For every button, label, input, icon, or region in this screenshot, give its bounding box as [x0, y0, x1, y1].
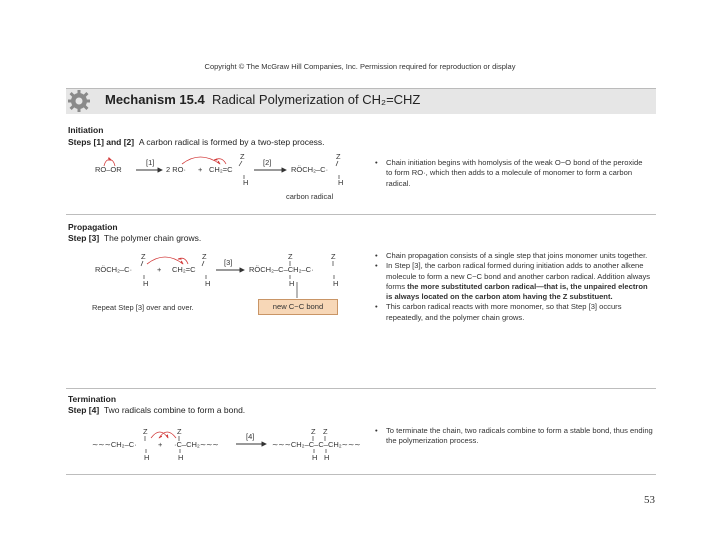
- propagation-heading: Propagation: [68, 222, 118, 232]
- termination-product-z2: Z: [323, 427, 328, 436]
- propagation-product-h2: H: [333, 279, 339, 288]
- termination-reactant-right: ·C–CH₂∼∼∼: [174, 440, 219, 449]
- initiation-product-h: H: [338, 178, 344, 187]
- initiation-product-z: Z: [336, 152, 341, 161]
- termination-right-h: H: [178, 453, 184, 462]
- curved-electron-arrow: [182, 157, 220, 164]
- copyright-notice: Copyright © The McGraw Hill Companies, Inc. Permission required for reproduction or display: [204, 62, 516, 71]
- bullet-bold-text: the more substituted carbon radical—that is, the unpaired electron is always located on the carbon atom having the Z substituent.: [386, 281, 648, 302]
- propagation-product-z2: Z: [331, 252, 336, 261]
- initiation-monomer-h: H: [243, 178, 249, 187]
- page-number: 53: [644, 494, 655, 506]
- termination-product-z1: Z: [311, 427, 316, 436]
- propagation-step-label: Step [3]: [68, 233, 100, 243]
- propagation-monomer-h: H: [205, 279, 211, 288]
- termination-plus: +: [158, 440, 163, 449]
- termination-step-label: Step [4]: [68, 405, 100, 415]
- initiation-arrow1-label: [1]: [146, 158, 155, 167]
- termination-product-h1: H: [312, 453, 318, 462]
- propagation-reactant-h: H: [143, 279, 149, 288]
- bullet-item: • To terminate the chain, two radicals combine to form a stable bond, thus ending the polymerization process.: [375, 426, 653, 447]
- propagation-monomer-z: Z: [202, 252, 207, 261]
- termination-step-text: Two radicals combine to form a bond.: [103, 405, 246, 415]
- propagation-product-z1: Z: [288, 252, 293, 261]
- bond-line: [239, 161, 242, 166]
- curved-electron-arrow: [104, 160, 111, 166]
- initiation-monomer: CH₂=C: [209, 165, 233, 174]
- termination-heading: Termination: [68, 394, 117, 404]
- mechanism-description: Radical Polymerization of CH₂=CHZ: [211, 92, 421, 107]
- initiation-step-text: A carbon radical is formed by a two-step process.: [138, 137, 325, 147]
- termination-left-h: H: [144, 453, 150, 462]
- mechanism-label: Mechanism 15.4: [105, 92, 205, 107]
- bullet-item: • Chain initiation begins with homolysis of the weak O−O bond of the peroxide to form RO·, which then adds to a molecule of monomer to form a carbon radical.: [375, 158, 650, 189]
- initiation-step-label: Steps [1] and [2]: [68, 137, 135, 147]
- termination-right-z: Z: [177, 427, 182, 436]
- bond-line: [141, 261, 143, 266]
- repeat-step-text: Repeat Step [3] over and over.: [92, 303, 194, 312]
- new-bond-label-box: new C−C bond: [258, 299, 338, 315]
- curved-electron-arrow: [108, 160, 115, 166]
- termination-left-z: Z: [143, 427, 148, 436]
- termination-product: ∼∼∼CH₂–C–C–CH₂∼∼∼: [272, 440, 361, 449]
- bond-line: [202, 261, 204, 266]
- propagation-arrow-label: [3]: [224, 258, 233, 267]
- initiation-reactant: RO–OR: [95, 165, 122, 174]
- carbon-radical-caption: carbon radical: [286, 192, 334, 201]
- initiation-monomer-z: Z: [240, 152, 245, 161]
- bullet-normal-text: In Step [3], the carbon radical formed during initiation adds to another alkene molecule to form a new C−C bond and another carbon radical. Addition always forms: [386, 261, 651, 291]
- propagation-product-h1: H: [289, 279, 295, 288]
- termination-arrow-label: [4]: [246, 432, 255, 441]
- curved-electron-arrow: [147, 257, 183, 264]
- bullet-item: • Chain propagation consists of a single step that joins monomer units together.: [375, 251, 653, 261]
- termination-product-h2: H: [324, 453, 330, 462]
- propagation-step-text: The polymer chain grows.: [103, 233, 202, 243]
- propagation-monomer: CH₂=C: [172, 265, 196, 274]
- initiation-heading: Initiation: [68, 125, 104, 135]
- initiation-intermediate: 2 RO·: [166, 165, 187, 174]
- bullet-item: • This carbon radical reacts with more monomer, so that Step [3] occurs repeatedly, and the polymer chain grows.: [375, 302, 653, 323]
- propagation-plus: +: [157, 265, 162, 274]
- initiation-arrow2-label: [2]: [263, 158, 272, 167]
- termination-reactant-left: ∼∼∼CH₂–C·: [92, 440, 137, 449]
- initiation-product: RÖCH₂–C·: [291, 165, 329, 174]
- propagation-reactant: RÖCH₂–C·: [95, 265, 133, 274]
- propagation-product: RÖCH₂–C–CH₂–C·: [249, 265, 314, 274]
- initiation-plus: +: [198, 165, 203, 174]
- bond-line: [336, 161, 338, 166]
- propagation-reactant-z: Z: [141, 252, 146, 261]
